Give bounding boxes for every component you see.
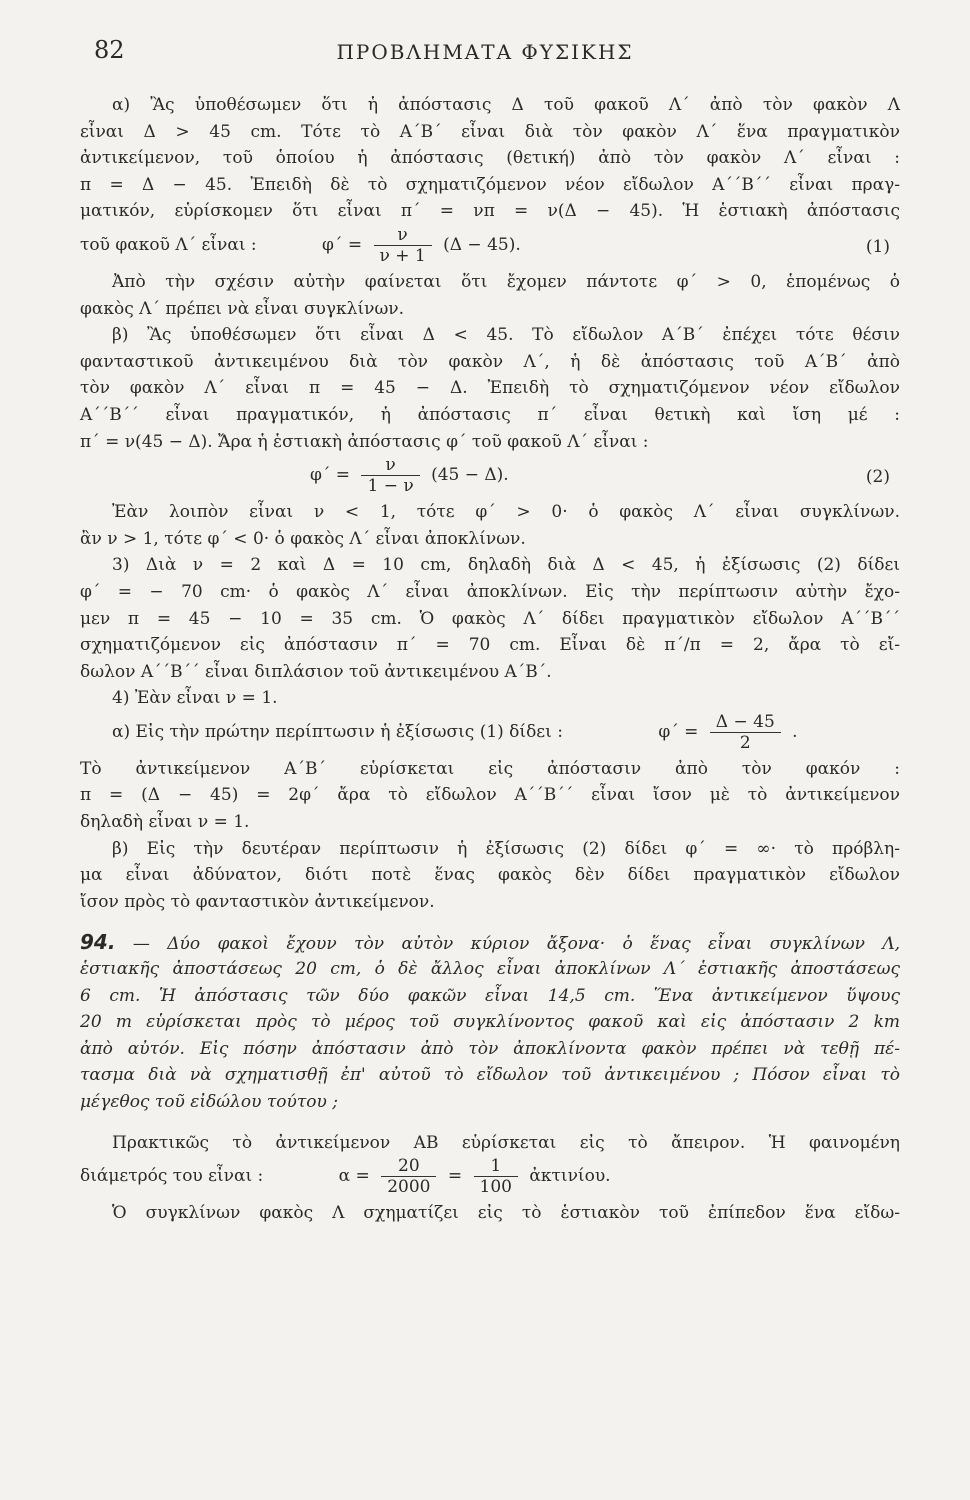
text-line: εἶναι Δ > 45 cm. Τότε τὸ Α΄Β΄ εἶναι διὰ τὸν φακὸν Λ΄ ἕνα πραγματικὸν xyxy=(80,121,900,142)
text-line: 4) Ἐὰν εἶναι ν = 1. xyxy=(112,688,278,709)
fraction xyxy=(361,455,419,496)
problem-line: 6 cm. Ἡ ἀπόστασις τῶν δύο φακῶν εἶναι 14,5 cm. Ἕνα ἀντικείμενον ὕψους xyxy=(80,985,900,1006)
equation-tail: (Δ − 45). xyxy=(443,234,521,255)
text-line: Ἀπὸ τὴν σχέσιν αὐτὴν φαίνεται ὅτι ἔχομεν πάντοτε φ΄ > 0, ἑπομένως ὁ xyxy=(112,271,900,292)
text-line: Τὸ ἀντικείμενον Α΄Β΄ εὑρίσκεται εἰς ἀπόστασιν ἀπὸ τὸν φακόν : xyxy=(80,758,900,779)
equation-1 xyxy=(80,225,900,269)
equation-lhs: φ΄ = xyxy=(322,234,363,255)
numerator: ν xyxy=(374,225,432,246)
text-line: α) Ἂς ὑποθέσωμεν ὅτι ἡ ἀπόστασις Δ τοῦ φακοῦ Λ΄ ἀπὸ τὸν φακὸν Λ xyxy=(112,95,900,115)
problem-line: μέγεθος τοῦ εἰδώλου τούτου ; xyxy=(80,1092,338,1112)
problem-line: ἀπὸ αὐτόν. Εἰς πόσην ἀπόστασιν ἀπὸ τὸν ἀποκλίνοντα φακὸν πρέπει νὰ τεθῇ πέ- xyxy=(80,1038,900,1059)
text-line: μεν π = 45 − 10 = 35 cm. Ὁ φακὸς Λ΄ δίδει πραγματικὸν εἴδωλον Α΄΄Β΄΄ xyxy=(80,608,900,629)
numerator: Δ − 45 xyxy=(710,712,781,733)
text-line: σχηματιζόμενον εἰς ἀπόστασιν π΄ = 70 cm. Εἶναι δὲ π΄/π = 2, ἄρα τὸ εἴ- xyxy=(80,635,900,656)
equation-prefix: διάμετρός του εἶναι : xyxy=(80,1166,264,1187)
problem-line: τασμα διὰ νὰ σχηματισθῇ ἐπ' αὐτοῦ τὸ εἴδωλον τοῦ ἀντικειμένου ; Πόσον εἶναι τὸ xyxy=(80,1065,900,1086)
equation-number: (1) xyxy=(865,236,890,257)
denominator: 100 xyxy=(479,1177,512,1198)
text-line: δηλαδὴ εἶναι ν = 1. xyxy=(80,812,250,833)
text-line: ἂν ν > 1, τότε φ΄ < 0· ὁ φακὸς Λ΄ εἶναι ἀποκλίνων. xyxy=(80,528,526,549)
denominator: 2 xyxy=(739,732,751,753)
text-line: μα εἶναι ἀδύνατον, διότι ποτὲ ἕνας φακὸς δὲν δίδει πραγματικὸν εἴδωλον xyxy=(80,865,900,886)
running-title: ΠΡΟΒΛΗΜΑΤΑ ΦΥΣΙΚΗΣ xyxy=(336,40,634,64)
text-line: 3) Διὰ ν = 2 καὶ Δ = 10 cm, δηλαδὴ διὰ Δ < 45, ἡ ἐξίσωσις (2) δίδει xyxy=(112,555,900,576)
problem-line: 94. — Δύο φακοὶ ἔχουν τὸν αὐτὸν κύριον ἄξονα· ὁ ἕνας εἶναι συγκλίνων Λ, xyxy=(80,930,900,955)
equation-number: (2) xyxy=(865,467,890,488)
text-line: ἀντικείμενον, τοῦ ὁποίου ἡ ἀπόστασις (θετική) ἀπὸ τὸν φακὸν Λ΄ εἶναι : xyxy=(80,148,900,169)
equation-2 xyxy=(80,455,900,499)
text-line: β) Εἰς τὴν δευτέραν περίπτωσιν ἡ ἐξίσωσις (2) δίδει φ΄ = ∞· τὸ πρόβλη- xyxy=(112,838,900,859)
numerator: 1 xyxy=(474,1156,518,1177)
equation-prefix: α) Εἰς τὴν πρώτην περίπτωσιν ἡ ἐξίσωσις (1) δίδει : xyxy=(112,721,563,742)
text-line: δωλον Α΄΄Β΄΄ εἶναι διπλάσιον τοῦ ἀντικειμένου Α΄Β΄. xyxy=(80,661,552,682)
equation-lhs: φ΄ = xyxy=(310,465,351,486)
fraction xyxy=(710,712,781,753)
text-line: Ὁ συγκλίνων φακὸς Λ σχηματίζει εἰς τὸ ἑστιακὸν τοῦ ἐπίπεδον ἕνα εἴδω- xyxy=(112,1203,900,1224)
equation-prefix: τοῦ φακοῦ Λ΄ εἶναι : xyxy=(80,234,257,255)
text-line: π΄ = ν(45 − Δ). Ἄρα ἡ ἑστιακὴ ἀπόστασις φ΄ τοῦ φακοῦ Λ΄ εἶναι : xyxy=(80,431,649,452)
denominator: 2000 xyxy=(387,1177,431,1198)
equation-lhs: φ΄ = xyxy=(658,721,699,742)
unit-label: ἀκτινίου. xyxy=(529,1166,611,1187)
text-line: φανταστικοῦ ἀντικειμένου διὰ τὸν φακὸν Λ΄, ἡ δὲ ἀπόστασις τοῦ Α΄Β΄ ἀπὸ xyxy=(80,351,900,372)
page-body xyxy=(80,92,900,1227)
text-line: π = (Δ − 45) = 2φ΄ ἄρα τὸ εἴδωλον Α΄΄Β΄΄ εἶναι ἴσον μὲ τὸ ἀντικείμενον xyxy=(80,785,900,806)
text-line: ἴσον πρὸς τὸ φανταστικὸν ἀντικείμενον. xyxy=(80,891,435,912)
text-line: φ΄ = − 70 cm· ὁ φακὸς Λ΄ εἶναι ἀποκλίνων. Εἰς τὴν περίπτωσιν αὐτὴν ἔχο- xyxy=(80,581,900,602)
equals-sign: = xyxy=(447,1166,463,1187)
text-line: τὸν φακὸν Λ΄ εἶναι π = 45 − Δ. Ἐπειδὴ τὸ σχηματιζόμενον νέον εἴδωλον xyxy=(80,378,900,399)
problem-line: ἑστιακῆς ἀποστάσεως 20 cm, ὁ δὲ ἄλλος εἶναι ἀποκλίνων Λ΄ ἑστιακῆς ἀποστάσεως xyxy=(80,959,900,980)
text-line: Ἐὰν λοιπὸν εἶναι ν < 1, τότε φ΄ > 0· ὁ φακὸς Λ΄ εἶναι συγκλίνων. xyxy=(112,502,900,523)
text-line: β) Ἂς ὑποθέσωμεν ὅτι εἶναι Δ < 45. Τὸ εἴδωλον Α΄Β΄ ἐπέχει τότε θέσιν xyxy=(112,325,900,346)
equation-tail: . xyxy=(792,721,798,742)
text-line: Πρακτικῶς τὸ ἀντικείμενον ΑΒ εὑρίσκεται εἰς τὸ ἄπειρον. Ἡ φαινομένη xyxy=(112,1132,900,1153)
problem-line: 20 m εὑρίσκεται πρὸς τὸ μέρος τοῦ συγκλίνοντος φακοῦ καὶ εἰς ἀπόστασιν 2 km xyxy=(80,1012,900,1033)
text-line: π = Δ − 45. Ἐπειδὴ δὲ τὸ σχηματιζόμενον νέον εἴδωλον Α΄΄Β΄΄ εἶναι πραγ- xyxy=(80,174,900,195)
equation-tail: (45 − Δ). xyxy=(431,465,509,486)
problem-number: 94. xyxy=(80,930,116,955)
fraction xyxy=(374,225,432,266)
text-line: ματικόν, εὑρίσκομεν ὅτι εἶναι π΄ = νπ = ν(Δ − 45). Ἡ ἑστιακὴ ἀπόστασις xyxy=(80,201,900,222)
numerator: ν xyxy=(361,455,419,476)
numerator: 20 xyxy=(381,1156,436,1177)
page-header xyxy=(86,36,884,76)
text-line: φακὸς Λ΄ πρέπει νὰ εἶναι συγκλίνων. xyxy=(80,298,405,319)
denominator: ν + 1 xyxy=(379,245,426,266)
page-number: 82 xyxy=(94,36,125,64)
denominator: 1 − ν xyxy=(367,476,414,497)
equation-4 xyxy=(80,1156,900,1200)
equation-3 xyxy=(80,712,900,756)
equation-lhs: α = xyxy=(338,1166,370,1187)
fraction xyxy=(474,1156,518,1197)
text-line: Α΄΄Β΄΄ εἶναι πραγματικόν, ἡ ἀπόστασις π΄ εἶναι θετικὴ καὶ ἴση μέ : xyxy=(80,404,900,425)
fraction xyxy=(381,1156,436,1197)
